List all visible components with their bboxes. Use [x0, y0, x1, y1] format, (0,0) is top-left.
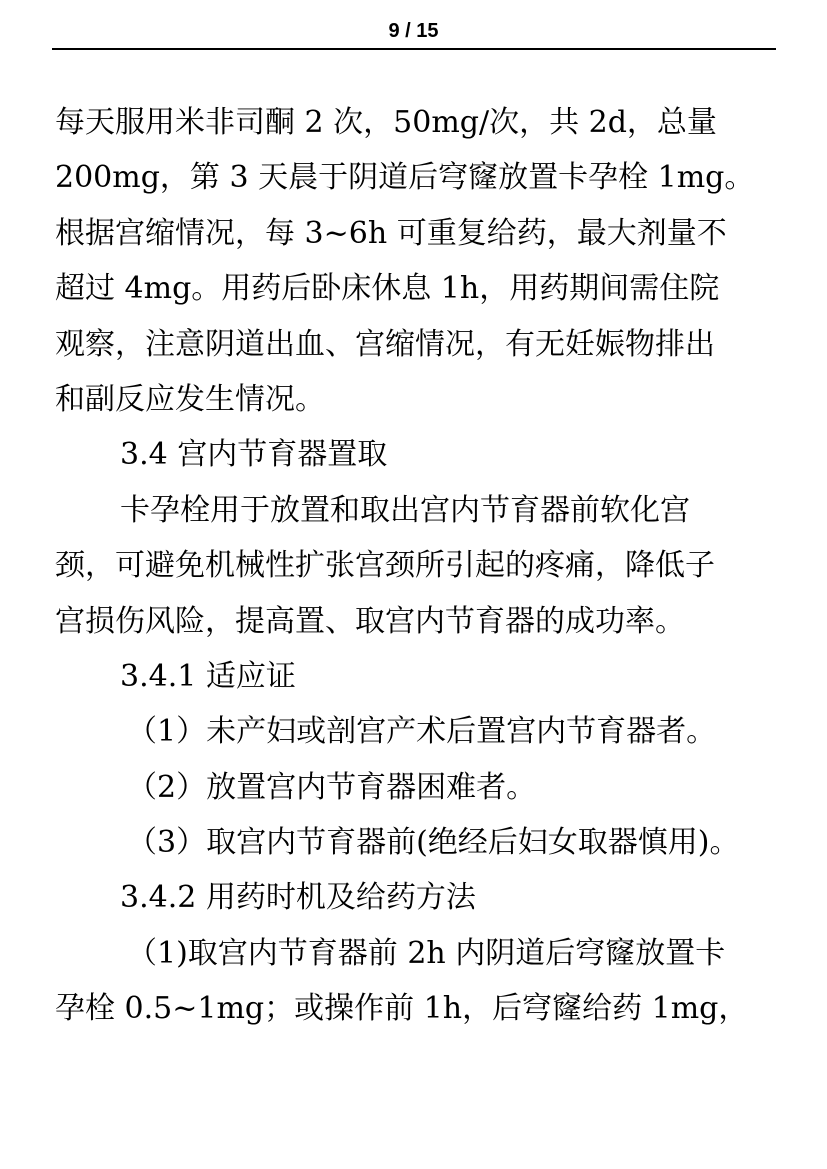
section-heading-3-4: 3.4 宫内节育器置取 [120, 437, 388, 473]
list-item: （1)取宫内节育器前 2h 内阴道后穹窿放置卡 [127, 935, 726, 971]
list-item: （3）取宫内节育器前(绝经后妇女取器慎用)。 [127, 825, 740, 861]
body-line: 观察，注意阴道出血、宫缩情况，有无妊娠物排出 [55, 326, 715, 362]
subsection-heading-3-4-1: 3.4.1 适应证 [120, 658, 296, 694]
body-line: 和副反应发生情况。 [55, 381, 325, 417]
list-item: （2）放置宫内节育器困难者。 [127, 769, 537, 805]
list-item: （1）未产妇或剖宫产术后置宫内节育器者。 [127, 714, 717, 750]
body-line: 200mg，第 3 天晨于阴道后穹窿放置卡孕栓 1mg。 [55, 160, 755, 196]
body-line: 每天服用米非司酮 2 次，50mg/次，共 2d，总量 [55, 105, 717, 140]
document-body [55, 95, 795, 1037]
body-line: 颈，可避免机械性扩张宫颈所引起的疼痛，降低子 [55, 548, 715, 584]
body-line: 卡孕栓用于放置和取出宫内节育器前软化宫 [120, 492, 690, 528]
subsection-heading-3-4-2: 3.4.2 用药时机及给药方法 [120, 880, 476, 916]
body-line: 宫损伤风险，提高置、取宫内节育器的成功率。 [55, 603, 685, 639]
body-line: 超过 4mg。用药后卧床休息 1h，用药期间需住院 [55, 271, 720, 307]
body-line: 根据宫缩情况，每 3~6h 可重复给药，最大剂量不 [55, 215, 727, 251]
header-divider [52, 48, 776, 50]
page-number: 9 / 15 [388, 20, 439, 42]
body-line: 孕栓 0.5~1mg；或操作前 1h，后穹窿给药 1mg， [55, 991, 749, 1027]
